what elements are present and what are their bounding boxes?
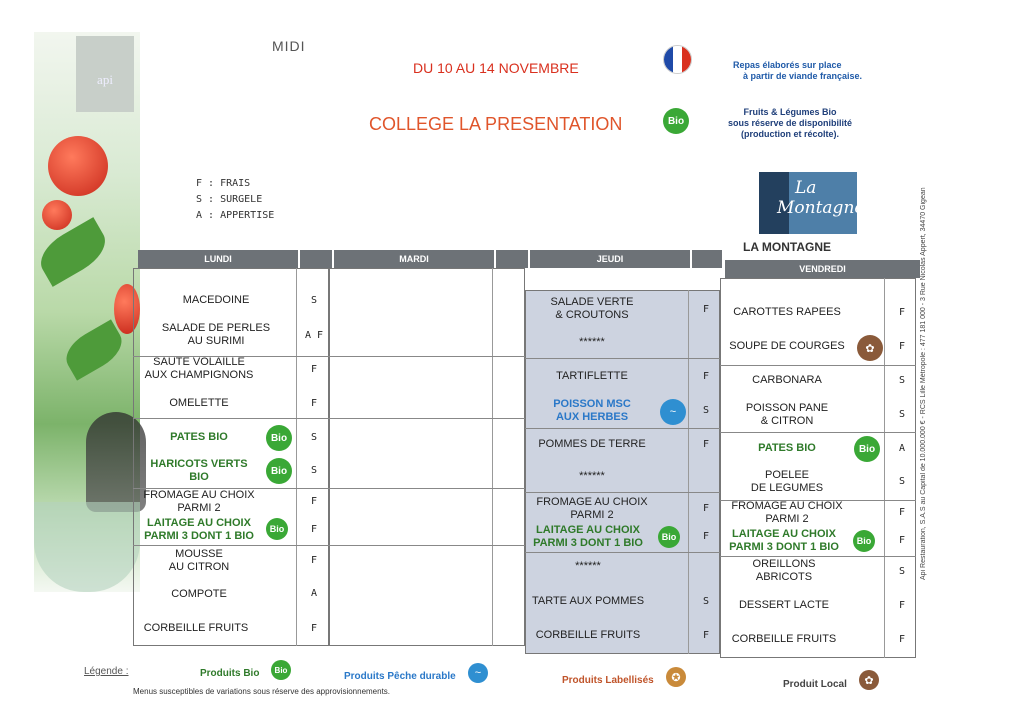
lundi-item: SAUTE VOLAILLE AUX CHAMPIGNONS bbox=[144, 356, 254, 381]
lundi-item: PATES BIO bbox=[170, 431, 228, 443]
vendredi-item: FROMAGE AU CHOIX PARMI 2 bbox=[731, 500, 843, 525]
vendredi-code: S bbox=[898, 476, 906, 487]
origin-note-line: Repas élaborés sur place bbox=[733, 60, 842, 70]
leaf-image bbox=[33, 217, 114, 287]
legend-bio: Produits Bio bbox=[200, 668, 260, 679]
bio-note-line: Fruits & Légumes Bio bbox=[743, 107, 837, 117]
bio-note-line: (production et récolte). bbox=[741, 129, 840, 139]
vendredi-code: S bbox=[898, 375, 906, 386]
row-separator bbox=[720, 556, 916, 557]
jeudi-item: TARTE AUX POMMES bbox=[531, 595, 645, 607]
peche-durable-icon: ~ bbox=[660, 399, 686, 425]
jeudi-item: LAITAGE AU CHOIX PARMI 3 DONT 1 BIO bbox=[533, 524, 643, 549]
peche-durable-icon: ~ bbox=[468, 663, 488, 683]
lundi-item: HARICOTS VERTS BIO bbox=[150, 458, 248, 483]
service-title: MIDI bbox=[272, 38, 306, 54]
jeudi-item: POMMES DE TERRE bbox=[538, 438, 646, 450]
lundi-item: CORBEILLE FRUITS bbox=[143, 622, 249, 634]
lundi-item: MOUSSE AU CITRON bbox=[168, 548, 230, 573]
header-jeudi-code bbox=[692, 250, 722, 268]
jeudi-code: F bbox=[702, 371, 710, 382]
header-mardi-code bbox=[496, 250, 528, 268]
vendredi-item: PATES BIO bbox=[758, 442, 816, 454]
row-separator bbox=[720, 365, 916, 366]
header-lundi: LUNDI bbox=[138, 250, 298, 268]
bio-icon: Bio bbox=[266, 458, 292, 484]
header-vendredi: VENDREDI bbox=[725, 260, 920, 278]
origin-note bbox=[733, 60, 862, 82]
bio-note-line: sous réserve de disponibilité bbox=[728, 118, 853, 128]
vendredi-code: F bbox=[898, 507, 906, 518]
jeudi-code: F bbox=[702, 630, 710, 641]
decorative-vegetable-image bbox=[34, 32, 140, 592]
row-separator bbox=[525, 358, 720, 359]
code-surgele: S : SURGELE bbox=[196, 194, 263, 205]
lundi-code: F bbox=[310, 524, 318, 535]
lundi-item: OMELETTE bbox=[169, 397, 229, 409]
lundi-code: A F bbox=[304, 330, 324, 341]
vendredi-item: LAITAGE AU CHOIX PARMI 3 DONT 1 BIO bbox=[729, 528, 839, 553]
legend-title: Légende : bbox=[84, 666, 129, 677]
vendredi-item: POELEE DE LEGUMES bbox=[750, 469, 824, 494]
lundi-item: LAITAGE AU CHOIX PARMI 3 DONT 1 BIO bbox=[144, 517, 254, 542]
code-frais: F : FRAIS bbox=[196, 178, 251, 189]
legend-peche: Produits Pêche durable bbox=[344, 671, 456, 682]
lundi-item: FROMAGE AU CHOIX PARMI 2 bbox=[143, 489, 255, 514]
jeudi-item: POISSON MSC AUX HERBES bbox=[553, 398, 631, 423]
legend-local: Produit Local bbox=[783, 679, 847, 690]
jeudi-code: F bbox=[702, 503, 710, 514]
lundi-item: SALADE DE PERLES AU SURIMI bbox=[161, 322, 271, 347]
lundi-code: S bbox=[310, 432, 318, 443]
vendredi-item: CAROTTES RAPEES bbox=[733, 306, 841, 318]
lundi-code: F bbox=[310, 496, 318, 507]
separator bbox=[688, 290, 689, 654]
vendredi-item: CORBEILLE FRUITS bbox=[731, 633, 837, 645]
bio-icon: Bio bbox=[658, 526, 680, 548]
row-separator bbox=[133, 545, 525, 546]
produit-local-icon: ✿ bbox=[859, 670, 879, 690]
school-title: COLLEGE LA PRESENTATION bbox=[369, 114, 623, 134]
jeudi-code: F bbox=[702, 531, 710, 542]
jeudi-item: SALADE VERTE & CROUTONS bbox=[550, 296, 634, 321]
lundi-item: MACEDOINE bbox=[182, 294, 250, 306]
vendredi-code: F bbox=[898, 600, 906, 611]
origin-note-line: à partir de viande française. bbox=[743, 71, 863, 81]
jeudi-item: ****** bbox=[575, 560, 601, 572]
lundi-code: S bbox=[310, 295, 318, 306]
jeudi-item: TARTIFLETTE bbox=[556, 370, 628, 382]
la-montagne-logo bbox=[759, 172, 865, 234]
vendredi-code: S bbox=[898, 566, 906, 577]
bio-icon: Bio bbox=[663, 108, 689, 134]
api-logo: api bbox=[76, 36, 134, 112]
vendredi-item: OREILLONS ABRICOTS bbox=[752, 558, 816, 583]
jeudi-code: S bbox=[702, 596, 710, 607]
separator bbox=[296, 268, 297, 646]
lundi-item: COMPOTE bbox=[171, 588, 227, 600]
lundi-code: A bbox=[310, 588, 318, 599]
lundi-code: F bbox=[310, 364, 318, 375]
logo-line: La bbox=[795, 178, 817, 198]
vendredi-code: S bbox=[898, 409, 906, 420]
french-flag-icon bbox=[663, 45, 692, 74]
jeudi-code: F bbox=[702, 304, 710, 315]
jeudi-code: F bbox=[702, 439, 710, 450]
row-separator bbox=[525, 428, 720, 429]
header-jeudi: JEUDI bbox=[530, 250, 690, 268]
bio-icon: Bio bbox=[266, 425, 292, 451]
lundi-code: S bbox=[310, 465, 318, 476]
separator bbox=[492, 268, 493, 646]
legend-label: Produits Labellisés bbox=[562, 675, 654, 686]
jeudi-item: CORBEILLE FRUITS bbox=[535, 629, 641, 641]
bio-icon: Bio bbox=[853, 530, 875, 552]
header-mardi: MARDI bbox=[334, 250, 494, 268]
bio-icon: Bio bbox=[854, 436, 880, 462]
row-separator bbox=[133, 418, 525, 419]
vendredi-item: DESSERT LACTE bbox=[738, 599, 830, 611]
bio-icon: Bio bbox=[271, 660, 291, 680]
vendredi-code: F bbox=[898, 307, 906, 318]
vendredi-item: CARBONARA bbox=[752, 374, 822, 386]
jeudi-item: ****** bbox=[579, 336, 605, 348]
label-rouge-icon: ✪ bbox=[666, 667, 686, 687]
vendredi-item: POISSON PANE & CITRON bbox=[745, 402, 829, 427]
restaurant-name: LA MONTAGNE bbox=[743, 240, 831, 254]
lundi-code: F bbox=[310, 623, 318, 634]
tomato-image bbox=[42, 200, 72, 230]
date-range: DU 10 AU 14 NOVEMBRE bbox=[413, 60, 579, 76]
vendredi-code: F bbox=[898, 634, 906, 645]
code-appertise: A : APPERTISE bbox=[196, 210, 275, 221]
company-info: Api Restauration, S.A.S au Capital de 10.000.000 € - RCS Lille Métropole : 477 181 000 - 3 Rue Nicolas Appert, 34470 Gigean bbox=[920, 187, 927, 580]
logo-line: Montagne bbox=[777, 198, 865, 218]
lundi-code: F bbox=[310, 398, 318, 409]
row-separator bbox=[720, 432, 916, 433]
vendredi-code: F bbox=[898, 535, 906, 546]
vendredi-code: A bbox=[898, 443, 906, 454]
bio-icon: Bio bbox=[266, 518, 288, 540]
produit-local-icon: ✿ bbox=[857, 335, 883, 361]
vendredi-item: SOUPE DE COURGES bbox=[729, 340, 845, 352]
mardi-column bbox=[329, 268, 525, 646]
jeudi-item: ****** bbox=[579, 470, 605, 482]
tomato-image bbox=[48, 136, 108, 196]
bio-note bbox=[728, 107, 852, 140]
row-separator bbox=[525, 492, 720, 493]
vendredi-code: F bbox=[898, 341, 906, 352]
lundi-code: F bbox=[310, 555, 318, 566]
footer-note: Menus susceptibles de variations sous réserve des approvisionnements. bbox=[133, 687, 391, 696]
row-separator bbox=[525, 552, 720, 553]
code-key bbox=[196, 176, 274, 224]
jeudi-code: S bbox=[702, 405, 710, 416]
header-lundi-code bbox=[300, 250, 332, 268]
separator bbox=[884, 278, 885, 658]
salad-bowl-image bbox=[34, 502, 140, 592]
jeudi-item: FROMAGE AU CHOIX PARMI 2 bbox=[536, 496, 648, 521]
